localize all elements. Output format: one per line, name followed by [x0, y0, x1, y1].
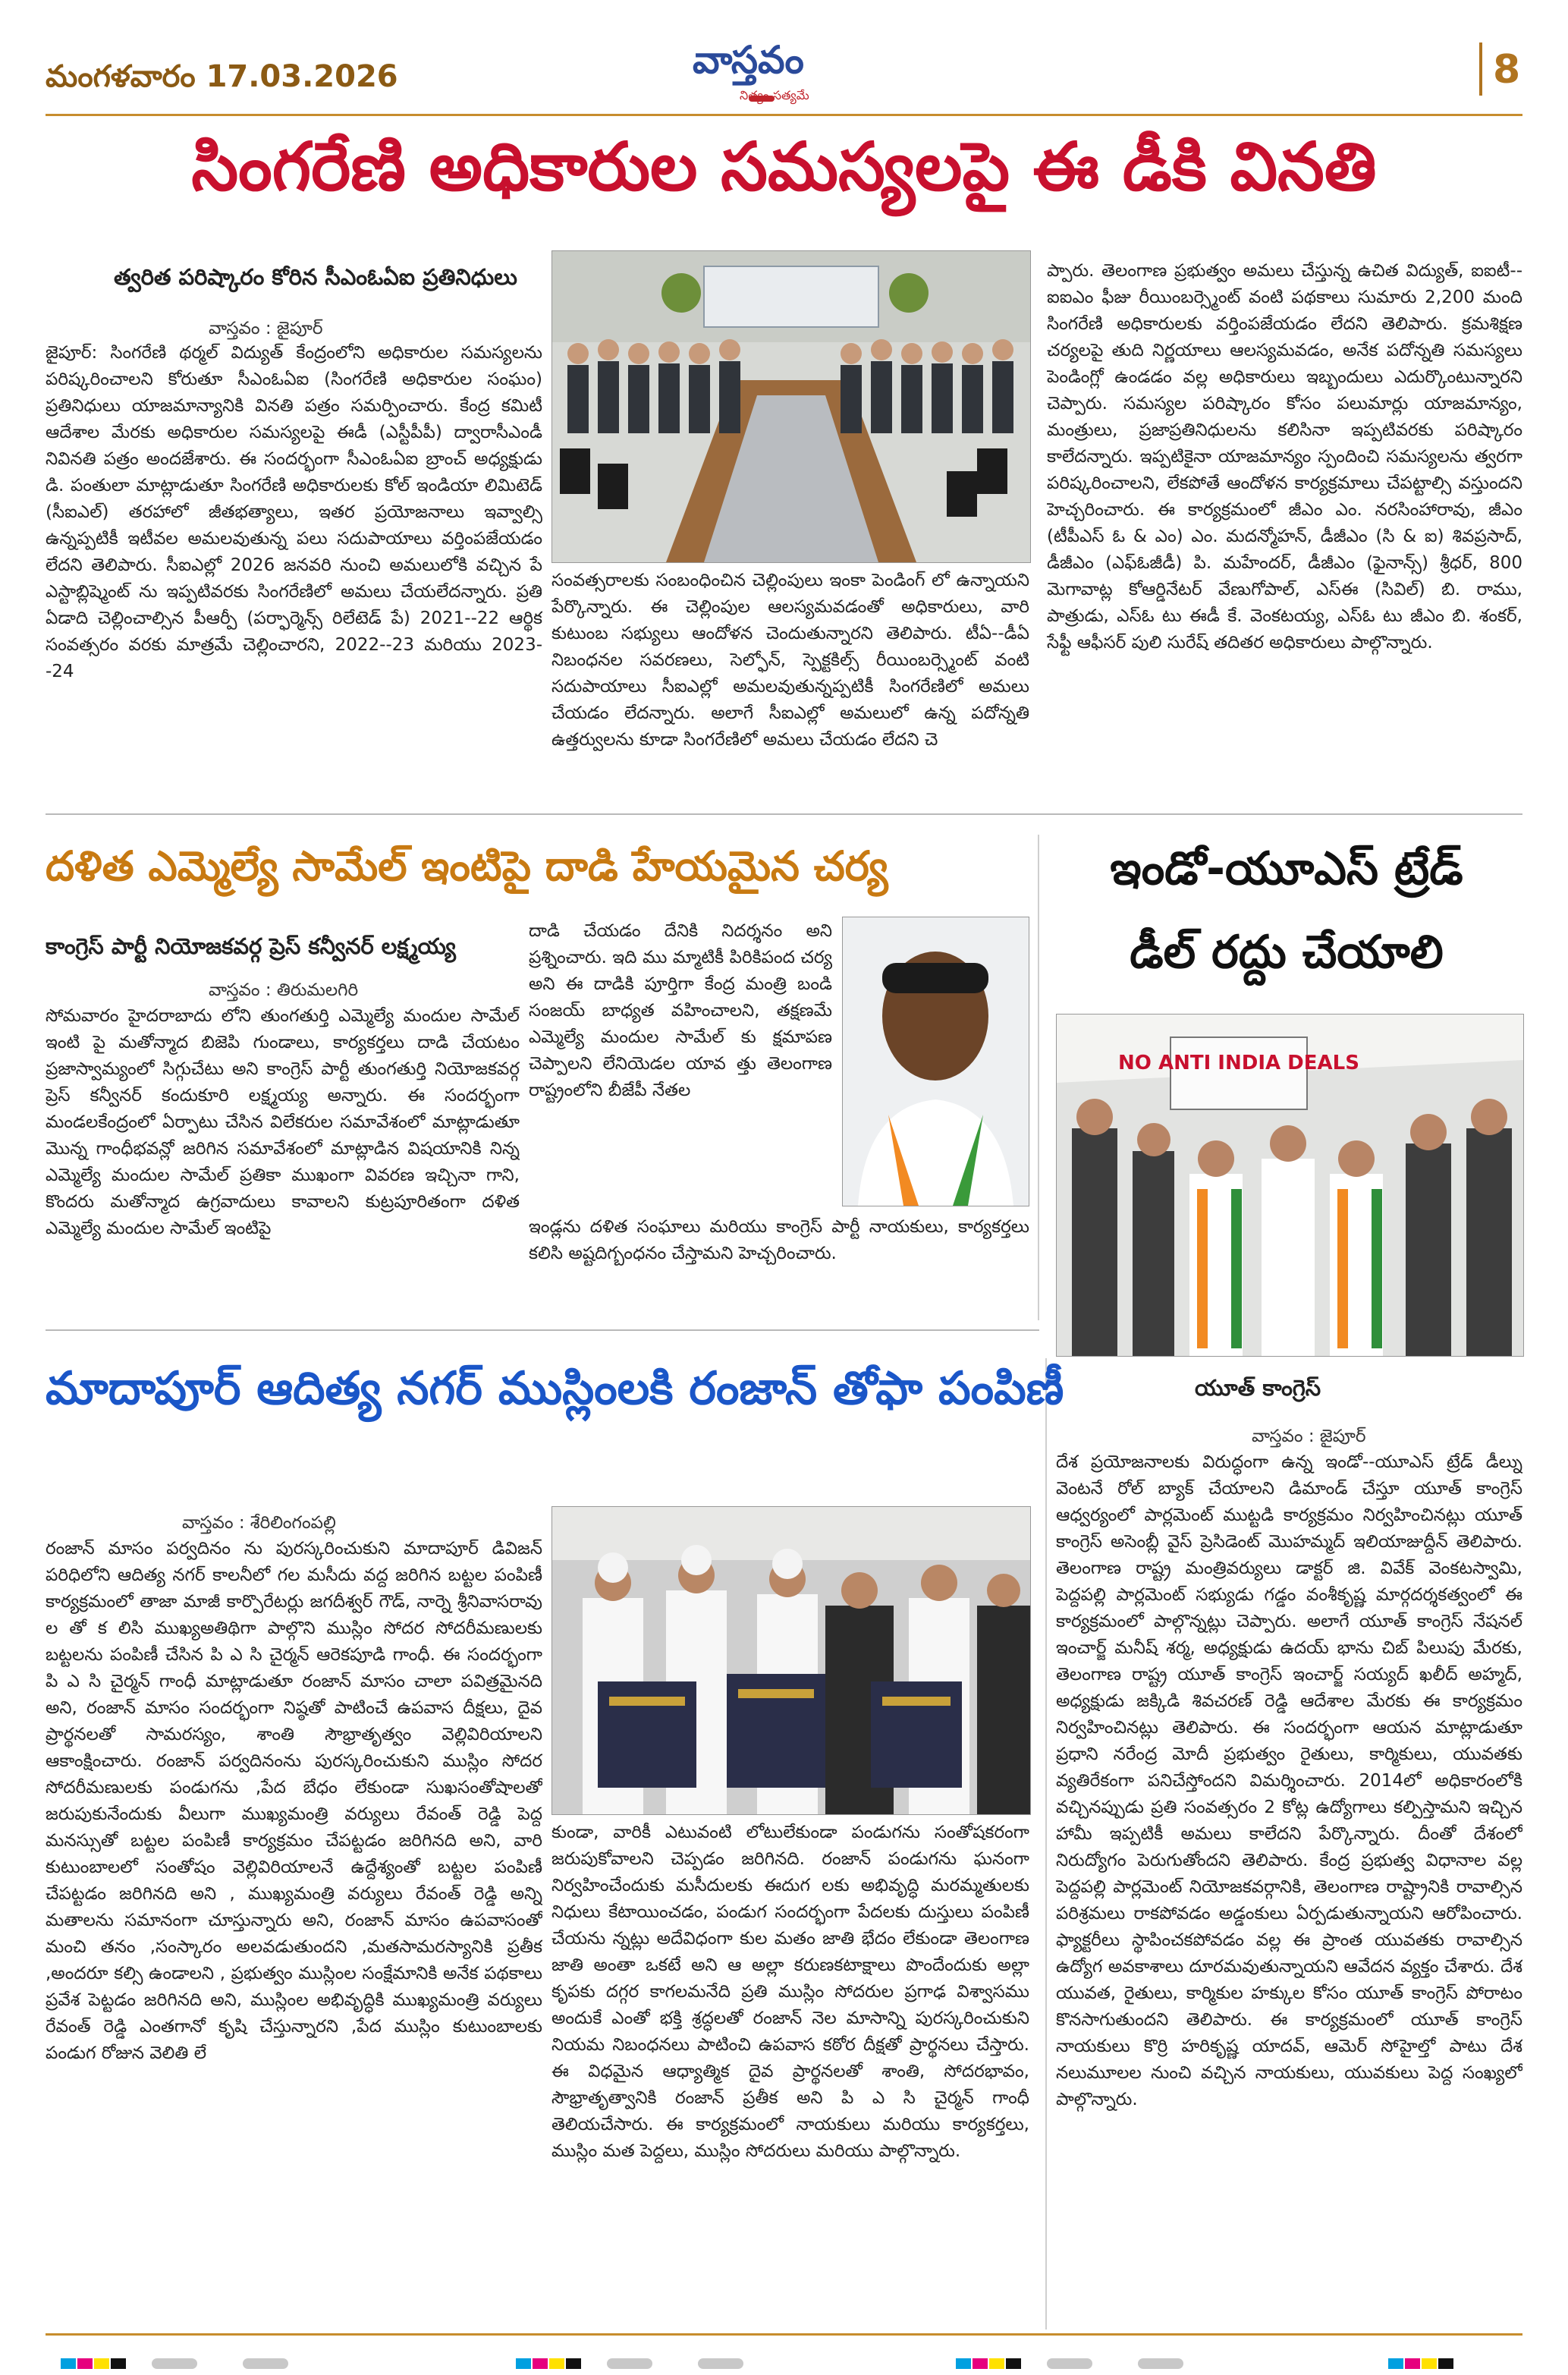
story3-photo-protest [1056, 1014, 1524, 1357]
print-registration-marks-1 [61, 2358, 311, 2369]
print-registration-marks-4 [1388, 2358, 1525, 2369]
edition-date: మంగళవారం 17.03.2026 [46, 59, 398, 94]
story4-dateline: వాస్తవం : శేరిలింగంపల్లి [182, 1513, 336, 1533]
story1-column-2: సంవత్సరాలకు సంబంధించిన చెల్లింపులు ఇంకా పెండింగ్ లో ఉన్నాయని పేర్కొన్నారు. ఈ చెల్లింపుల ఆలస్యమవడంతో అధికారులు, వారి కుటుంబ సభ్యులు ఆందోళన చెందుతున్నారని తెలిపారు. టీఏ--డీఏ నిబంధనల సవరణలు, సెల్ఫోన్, స్పెక్టకిల్స్ రీయింబర్స్మెంట్ వంటి సదుపాయాలు సీఐఎల్లో అమలవుతున్నప్పటికీ సింగరేణిలో అమలు చేయడం లేదన్నారు. అలాగే సీఐఎల్లో అమలులో ఉన్న పదోన్నతి ఉత్తర్వులను కూడా సింగరేణిలో అమలు చేయడం లేదని చె [551, 571, 1029, 750]
header-rule [46, 114, 1522, 116]
section-divider-2 [46, 1329, 1039, 1331]
story3-headline-line-2: డీల్ రద్దు చేయాలి [1130, 926, 1444, 979]
column-divider-3 [1045, 1358, 1047, 2329]
story2-subheading: కాంగ్రెస్ పార్టీ నియోజకవర్గ ప్రెస్ కన్వీనర్ లక్ష్మయ్య [46, 933, 456, 959]
story2-column-1: సోమవారం హైదరాబాదు లోని తుంగతుర్తి ఎమ్మెల్యే మందుల సామేల్ ఇంటి పై మతోన్మాద బిజెపి గుండాలు, కార్యకర్తలు దాడి చేయటం ప్రజాస్వామ్యంలో సిగ్గుచేటు అని కాంగ్రెస్ పార్టీ తుంగతుర్తి నియోజకవర్గ ప్రెస్ కన్వీనర్ కందుకూరి లక్ష్మయ్య అన్నారు. ఈ సందర్భంగా మండలకేంద్రంలో ఏర్పాటు చేసిన విలేకరుల సమావేశంలో మాట్లాడుతూ మొన్న గాంధీభవన్లో జరిగిన సమావేశంలో మాట్లాడిన విషయానికి నిన్న ఎమ్మెల్యే మందుల సామేల్ ప్రతికా ముఖంగా వివరణ ఇచ్చినా గాని, కొందరు మతోన్మాద ఉగ్రవాదులు కావాలని కుట్రపూరితంగా దళిత ఎమ్మెల్యే మందుల సామేల్ ఇంటిపై [46, 1006, 520, 1238]
print-registration-marks-2 [516, 2358, 766, 2369]
story2-column-2b: ఇండ్లను దళిత సంఘాలు మరియు కాంగ్రెస్ పార్టీ నాయకులు, కార్యకర్తలు కలిసి అష్టదిగ్బంధనం చేస్తామని హెచ్చరించారు. [529, 1217, 1029, 1263]
story2-headline: దళిత ఎమ్మెల్యే సామేల్ ఇంటిపై దాడి హేయమైన చర్య [46, 842, 888, 890]
story3-body: దేశ ప్రయోజనాలకు విరుద్ధంగా ఉన్న ఇండో--యూఎస్ ట్రేడ్ డీల్ను వెంటనే రోల్ బ్యాక్ చేయాలని డిమాండ్ చేస్తూ యూత్ కాంగ్రెస్ ఆధ్వర్యంలో పార్లమెంట్ ముట్టడి కార్యక్రమం నిర్వహించినట్లు యూత్ కాంగ్రెస్ అసెంబ్లీ వైస్ ప్రెసిడెంట్ మొహమ్మద్ ఇలియాజుద్దీన్ తెలిపారు. తెలంగాణ రాష్ట్ర మంత్రివర్యులు డాక్టర్ జి. వివేక్ వెంకటస్వామి, పెద్దపల్లి పార్లమెంట్ సభ్యుడు గడ్డం వంశీకృష్ణ మార్గదర్శకత్వంలో ఈ కార్యక్రమంలో పాల్గొన్నట్లు చెప్పారు. అలాగే యూత్ కాంగ్రెస్ నేషనల్ ఇంచార్జ్ మనీష్ శర్మ, అధ్యక్షుడు ఉదయ్ భాను చిబ్ పిలుపు మేరకు, తెలంగాణ రాష్ట్ర యూత్ కాంగ్రెస్ ఇంచార్జ్ సయ్యద్ ఖలీద్ అహ్మద్, అధ్యక్షుడు జక్కిడి శివచరణ్ రెడ్డి ఆదేశాల మేరకు ఈ కార్యక్రమం నిర్వహించినట్లు తెలిపారు. ఈ సందర్భంగా ఆయన మాట్లాడుతూ ప్రధాని నరేంద్ర మోదీ ప్రభుత్వం రైతులు, కార్మికులు, యువతకు వ్యతిరేకంగా పనిచేస్తోందని విమర్శించారు. 2014లో అధికారంలోకి వచ్చినప్పుడు ప్రతి సంవత్సరం 2 కోట్ల ఉద్యోగాలు కల్పిస్తామని ఇచ్చిన హామీ ఇప్పటికీ అమలు కాలేదని పేర్కొన్నారు. దీంతో దేశంలో నిరుద్యోగం పెరుగుతోందని తెలిపారు. కేంద్ర ప్రభుత్వ విధానాల వల్ల పెద్దపల్లి పార్లమెంట్ నియోజకవర్గానికి, తెలంగాణ రాష్ట్రానికి రావాల్సిన పరిశ్రమలు రాకపోవడం అడ్డంకులు ఏర్పడుతున్నాయని ఆరోపించారు. ఫ్యాక్టరీలు స్థాపించకపోవడం వల్ల ఈ ప్రాంత యువతకు రావాల్సిన ఉద్యోగ అవకాశాలు దూరమవుతున్నాయని ఆవేదన వ్యక్తం చేశారు. దేశ యువత, రైతులు, కార్మికుల హక్కుల కోసం యూత్ కాంగ్రెస్ పోరాటం కొనసాగుతుందని తెలిపారు. ఈ కార్యక్రమంలో యూత్ కాంగ్రెస్ నాయకులు కొర్రి హరికృష్ణ యాదవ్, ఆమెర్ సోహైల్తో పాటు దేశ నలుమూలల నుంచి వచ్చిన నాయకులు, యువకులు పెద్ద సంఖ్యలో పాల్గొన్నారు. [1056, 1452, 1522, 2109]
page-number: 8 [1493, 47, 1521, 93]
masthead-tagline: నిత్యం సత్యమే [740, 88, 809, 102]
story1-subheading: త్వరిత పరిష్కారం కోరిన సీఎంఓఏఐ ప్రతినిధులు [114, 264, 517, 290]
print-registration-marks-3 [956, 2358, 1206, 2369]
story3-subheading: యూత్ కాంగ్రెస్ [1195, 1375, 1321, 1401]
masthead-name: వాస్తవం [693, 38, 804, 82]
section-divider-1 [46, 813, 1522, 815]
newspaper-masthead [687, 36, 880, 112]
story1-headline: సింగరేణి అధికారుల సమస్యలపై ఈ డీకి వినతి [191, 127, 1377, 206]
story4-column-1: రంజాన్ మాసం పర్వదినం ను పురస్కరించుకుని మాదాపూర్ డివిజన్ పరిధిలోని ఆదిత్య నగర్ కాలనీలో గల మసీదు వద్ద జరిగిన బట్టల పంపిణీ కార్యక్రమంలో తాజా మాజీ కార్పొరేటర్లు జగదీశ్వర్ గౌడ్, నార్నె శ్రీనివాసరావు ల తో క లిసి ముఖ్యఅతిథిగా పాల్గొని ముస్లిం సోదర సోదరీమణులకు బట్టలను పంపిణీ చేసిన పి ఎ సి చైర్మన్ ఆరెకపూడి గాంధీ. ఈ సందర్భంగా పి ఎ సి చైర్మన్ గాంధీ మాట్లాడుతూ రంజాన్ మాసం చాలా పవిత్రమైనది అని, రంజాన్ మాసం సందర్భంగా నిష్ఠతో పాటించే ఉపవాస దీక్షలు, దైవ ప్రార్థనలతో సామరస్యం, శాంతి సౌభ్రాతృత్వం వెల్లివిరియాలని ఆకాంక్షించారు. రంజాన్ పర్వదినంను పురస్కరించుకుని ముస్లిం సోదర సోదరీమణులకు పండుగను ,పేద బేధం లేకుండా సుఖసంతోషాలతో జరుపుకునేందుకు వీలుగా ముఖ్యమంత్రి వర్యులు రేవంత్ రెడ్డి పెద్ద మనస్సుతో బట్టల పంపిణీ కార్యక్రమం చేపట్టడం జరిగినది అని, వారి కుటుంబాలలో సంతోషం వెల్లివిరియాలనే ఉద్దేశ్యంతో బట్టల పంపిణీ చేపట్టడం జరిగినది అని , ముఖ్యమంత్రి వర్యులు రేవంత్ రెడ్డి అన్ని మతాలను సమానంగా చూస్తున్నారు అని, రంజాన్ మాసం ఉపవాసంతో మంచి తనం ,సంస్కారం అలవడుతుందని ,మతసామరస్యానికి ప్రతీక ,అందరూ కల్సి ఉండాలని , ప్రభుత్వం ముస్లింల సంక్షేమానికి అనేక పథకాలు ప్రవేశ పెట్టడం జరిగినది అని, ముస్లింల అభివృద్ధికి ముఖ్యమంత్రి వర్యులు రేవంత్ రెడ్డి ఎంతగానో కృషి చేస్తున్నారని ,పేద ముస్లిం కుటుంబాలకు పండుగ రోజున వెలితి లే [46, 1539, 542, 2063]
protest-placard-text: NO ANTI INDIA DEALS [1118, 1052, 1359, 1074]
story2-photo-portrait [842, 917, 1029, 1206]
story2-dateline: వాస్తవం : తిరుమలగిరి [209, 980, 359, 1000]
story1-column-1: జైపూర్: సింగరేణి థర్మల్ విద్యుత్ కేంద్రంలోని అధికారుల సమస్యలను పరిష్కరించాలని కోరుతూ సీఎంఓఏఐ (సింగరేణి అధికారుల సంఘం) ప్రతినిధులు యాజమాన్యానికి వినతి పత్రం సమర్పించారు. కేంద్ర కమిటీ ఆదేశాల మేరకు అధికారుల సమస్యలపై ఈడీ (ఎస్టీపీపీ) ద్వారాసీఎండీ నివినతి పత్రం అందజేశారు. ఈ సందర్భంగా సీఎంఓఏఐ బ్రాంచ్ అధ్యక్షుడు డి. పంతులా మాట్లాడుతూ సింగరేణి అధికారులకు కోల్ ఇండియా లిమిటెడ్ (సీఐఎల్) తరహాలో జీతభత్యాలు, ఇతర ప్రయోజనాలు ఇవ్వాల్సి ఉన్నప్పటికీ ఇటీవల అమలవుతున్న పలు సదుపాయాలు వర్తింపజేయడం లేదని తెలిపారు. సీఐఎల్లో 2026 జనవరి నుంచి అమలులోకి వచ్చిన పే ఎస్టాబ్లిష్మెంట్ ను ఇప్పటివరకు సింగరేణిలో అమలు చేయలేదన్నారు. ప్రతి ఏడాది చెల్లించాల్సిన పీఆర్పీ (పర్ఫార్మెన్స్ రిలేటెడ్ పే) 2021--22 ఆర్థిక సంవత్సరం వరకు మాత్రమే చెల్లించారని, 2022--23 మరియు 2023--24 [46, 343, 542, 681]
story4-headline: మాదాపూర్ ఆదిత్య నగర్ ముస్లింలకి రంజాన్ తోఫా పంపిణీ [46, 1362, 1064, 1415]
story1-dateline: వాస్తవం : జైపూర్ [209, 319, 323, 338]
story1-column-3: ప్పారు. తెలంగాణ ప్రభుత్వం అమలు చేస్తున్న ఉచిత విద్యుత్, ఐఐటీ--ఐఐఎం ఫీజు రీయింబర్స్మెంట్ వంటి పథకాలు సుమారు 2,200 మంది సింగరేణి అధికారులకు వర్తింపజేయడం లేదని తెలిపారు. క్రమశిక్షణ చర్యలపై తుది నిర్ణయాలు ఆలస్యమవడం, అనేక పదోన్నతి సమస్యలు పెండింగ్లో ఉండడం వల్ల అధికారులు ఇబ్బందులు ఎదుర్కొంటున్నారని చెప్పారు. సమస్యల పరిష్కారం కోసం పలుమార్లు యాజమాన్యం, మంత్రులు, ప్రజాప్రతినిధులను కలిసినా ఇప్పటివరకు పరిష్కారం కాలేదన్నారు. ఇప్పటికైనా యాజమాన్యం స్పందించి సమస్యలను త్వరగా పరిష్కరించాలని, లేకపోతే ఆందోళన కార్యక్రమాలు చేపట్టాల్సి వస్తుందని హెచ్చరించారు. ఈ కార్యక్రమంలో జీఎం ఎం. నరసింహారావు, జీఎం (టీపీఎస్ ఓ & ఎం) ఎం. మదన్మోహన్, డీజీఎం (సి & ఐ) శివప్రసాద్, డీజీఎం (ఎఫ్ఓజీడీ) పి. మహేందర్, డీజీఎం (ఫైనాన్స్) శ్రీధర్, 800 మెగావాట్ల కోఆర్డినేటర్ వేణుగోపాల్, ఎస్ఈ (సివిల్) బి. రాము, పాత్రుడు, ఎస్ఓ టు ఈడీ కే. వెంకటయ్య, ఎస్ఓ టు జీఎం బి. శంకర్, సేఫ్టీ ఆఫీసర్ పులి సురేష్ తదితర అధికారులు పాల్గొన్నారు. [1047, 261, 1522, 653]
story2-column-2a: దాడి చేయడం దేనికి నిదర్శనం అని ప్రశ్నించారు. ఇది ము మ్మాటికీ పిరికిపంద చర్య అని ఈ దాడికి పూర్తిగా కేంద్ర మంత్రి బండి సంజయ్ బాధ్యత వహించాలని, తక్షణమే ఎమ్మెల్యే మందుల సామేల్ కు క్షమాపణ చెప్పాలని లేనియెడల యావ త్తు తెలంగాణ రాష్ట్రంలోని బీజేపీ నేతల [529, 921, 832, 1100]
story1-photo-meeting-hall [551, 250, 1031, 563]
story3-dateline: వాస్తవం : జైపూర్ [1252, 1427, 1366, 1446]
story3-headline-line-1: ఇండో-యూఎస్ ట్రేడ్ [1110, 842, 1463, 895]
story4-photo-distribution [551, 1506, 1031, 1815]
footer-rule [46, 2333, 1522, 2336]
story4-column-2: కుండా, వారికీ ఎటువంటి లోటులేకుండా పండుగను సంతోషకరంగా జరుపుకోవాలని చెప్పడం జరిగినది. రంజాన్ పండుగను ఘనంగా నిర్వహించేందుకు మసీదులకు ఈదుగ లకు అభివృద్ధి మరమ్మతులకు నిధులు కేటాయించడం, పండుగ సందర్భంగా పేదలకు దుస్తులు పంపిణీ చేయను న్నట్లు అదేవిధంగా కుల మతం జాతి భేదం లేకుండా తెలంగాణ జాతి అంతా ఒకటే అని ఆ అల్లా కరుణకటాక్షాలు పొందేందుకు అల్లా కృపకు దగ్గర కాగలమనేది ప్రతి ముస్లిం సోదరుల ప్రగాఢ విశ్వాసము అందుకే ఎంతో భక్తి శ్రద్ధలతో రంజాన్ నెల మాసాన్ని పురస్కరించుకుని నియమ నిబంధనలు పాటించి ఉపవాస కఠోర దీక్షతో ప్రార్థనలు చేస్తారు. ఈ విధమైన ఆధ్యాత్మిక దైవ ప్రార్థనలతో శాంతి, సోదరభావం, సౌభ్రాతృత్వానికి రంజాన్ ప్రతీక అని పి ఎ సి చైర్మన్ గాంధీ తెలియచేసారు. ఈ కార్యక్రమంలో నాయకులు మరియు కార్యకర్తలు, ముస్లిం మత పెద్దలు, ముస్లిం సోదరులు మరియు పాల్గొన్నారు. [551, 1823, 1029, 2161]
column-divider-2 [1038, 835, 1039, 1320]
